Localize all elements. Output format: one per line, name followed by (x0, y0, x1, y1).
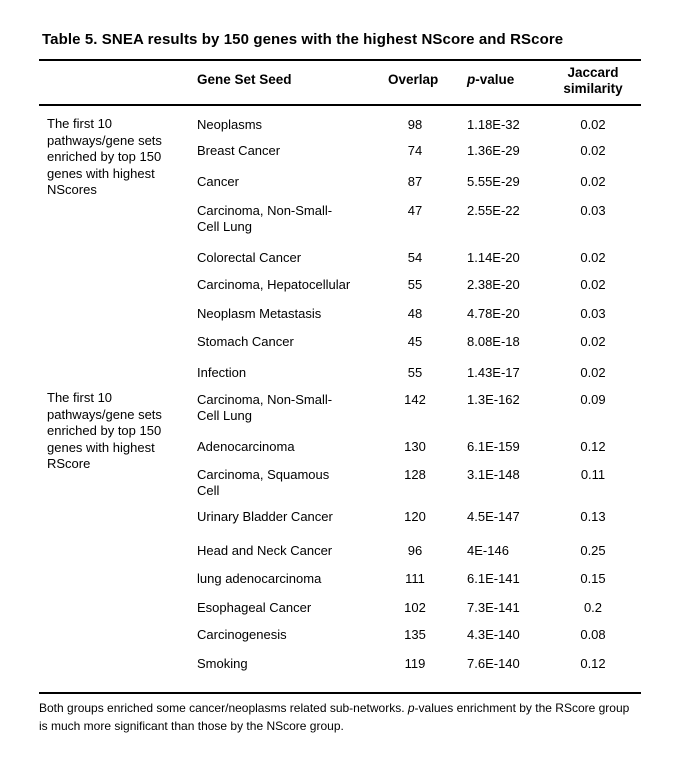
table-row-jaccard: 0.08 (580, 627, 606, 642)
table-row-overlap: 102 (404, 600, 426, 615)
table-row-jaccard: 0.2 (583, 600, 603, 615)
table-row-pvalue: 6.1E-159 (467, 439, 520, 454)
table-row-pvalue: 2.38E-20 (467, 277, 520, 292)
table-row-seed: Carcinoma, Squamous Cell (197, 467, 330, 498)
table-row-pvalue: 6.1E-141 (467, 571, 520, 586)
table-row-overlap: 119 (404, 656, 426, 671)
header-rule (39, 104, 641, 106)
header-p-value (467, 72, 514, 87)
table-footnote (39, 699, 639, 735)
table-row-overlap: 130 (404, 439, 426, 454)
table-row-pvalue: 1.14E-20 (467, 250, 520, 265)
table-row-seed: Neoplasm Metastasis (197, 306, 322, 321)
table-row-pvalue: 8.08E-18 (467, 334, 520, 349)
table-row-seed: Carcinoma, Non-Small-Cell Lung (197, 392, 333, 423)
table-row-pvalue: 1.3E-162 (467, 392, 520, 407)
table-row-jaccard: 0.03 (580, 203, 606, 218)
table-row-overlap: 87 (407, 174, 423, 189)
table-row-seed: Breast Cancer (197, 143, 281, 158)
table-row-overlap: 135 (404, 627, 426, 642)
table-row-jaccard: 0.03 (580, 306, 606, 321)
table-row-pvalue: 4.5E-147 (467, 509, 520, 524)
bottom-rule (39, 692, 641, 694)
table-row-pvalue: 3.1E-148 (467, 467, 520, 482)
table-row-seed: Adenocarcinoma (197, 439, 295, 454)
table-row-overlap: 54 (407, 250, 423, 265)
table-row-overlap: 120 (404, 509, 426, 524)
table-row-jaccard: 0.15 (580, 571, 606, 586)
table-row-pvalue: 4.78E-20 (467, 306, 520, 321)
table-row-seed: Neoplasms (197, 117, 263, 132)
table-row-seed: Carcinoma, Hepatocellular (197, 277, 351, 292)
table-row-overlap: 111 (405, 571, 425, 586)
table-row-seed: Infection (197, 365, 247, 380)
table-row-seed: Cancer (197, 174, 239, 189)
table-row-jaccard: 0.09 (580, 392, 606, 407)
table-row-seed: Carcinoma, Non-Small-Cell Lung (197, 203, 333, 234)
table-row-pvalue: 4E-146 (467, 543, 509, 558)
table-row-overlap: 74 (407, 143, 423, 158)
table-row-overlap: 55 (407, 277, 423, 292)
table-row-jaccard: 0.02 (580, 334, 606, 349)
table-row-jaccard: 0.02 (580, 250, 606, 265)
table-row-overlap: 128 (404, 467, 426, 482)
table-row-overlap: 142 (404, 392, 426, 407)
header-jaccard-line2: similarity (563, 81, 623, 96)
table-row-jaccard: 0.02 (580, 174, 606, 189)
table-row-pvalue: 7.3E-141 (467, 600, 520, 615)
table-row-pvalue: 1.43E-17 (467, 365, 520, 380)
table-row-jaccard: 0.02 (580, 143, 606, 158)
group-label-rscore: The first 10 pathways/gene sets enriched by top 150 genes with highest RScore (47, 390, 162, 471)
group-label-nscore: The first 10 pathways/gene sets enriched by top 150 genes with highest NScores (47, 116, 162, 197)
table-row-pvalue: 2.55E-22 (467, 203, 520, 218)
table-title: Table 5. SNEA results by 150 genes with the highest NScore and RScore (42, 31, 564, 48)
header-p-value-italic: p (467, 72, 476, 87)
table-row-seed: Carcinogenesis (197, 627, 287, 642)
table-row-seed: Colorectal Cancer (197, 250, 302, 265)
footnote-italic: p (407, 701, 415, 715)
table-row-jaccard: 0.25 (580, 543, 606, 558)
table-row-pvalue: 7.6E-140 (467, 656, 520, 671)
table-row-overlap: 47 (407, 203, 423, 218)
table-row-seed: Smoking (197, 656, 248, 671)
table-row-pvalue: 4.3E-140 (467, 627, 520, 642)
table-row-overlap: 98 (407, 117, 423, 132)
header-jaccard-similarity (555, 65, 631, 97)
table-row-seed: lung adenocarcinoma (197, 571, 322, 586)
header-p-value-rest: -value (475, 72, 515, 87)
table-row-seed: Stomach Cancer (197, 334, 294, 349)
table-row-jaccard: 0.13 (580, 509, 606, 524)
top-rule (39, 59, 641, 61)
table-row-pvalue: 1.18E-32 (467, 117, 520, 132)
table-row-overlap: 45 (407, 334, 423, 349)
header-gene-set-seed: Gene Set Seed (197, 72, 292, 87)
table-row-overlap: 55 (407, 365, 423, 380)
table-row-pvalue: 5.55E-29 (467, 174, 520, 189)
table-row-seed: Esophageal Cancer (197, 600, 312, 615)
table-row-jaccard: 0.12 (580, 656, 606, 671)
table-row-jaccard: 0.02 (580, 277, 606, 292)
footnote-part2: -values enrichment by the RScore group is much more significant than those by the NScore group. (39, 701, 630, 733)
footnote-part1: Both groups enriched some cancer/neoplasms related sub-networks. (39, 701, 408, 715)
table-row-jaccard: 0.02 (580, 117, 606, 132)
header-jaccard-line1: Jaccard (567, 65, 619, 80)
table-row-seed: Urinary Bladder Cancer (197, 509, 333, 524)
table-row-seed: Head and Neck Cancer (197, 543, 333, 558)
table-row-overlap: 96 (407, 543, 423, 558)
table-row-jaccard: 0.12 (580, 439, 606, 454)
table-row-pvalue: 1.36E-29 (467, 143, 520, 158)
header-overlap: Overlap (388, 72, 439, 87)
table-row-overlap: 48 (407, 306, 423, 321)
table-row-jaccard: 0.11 (580, 467, 606, 482)
table-row-jaccard: 0.02 (580, 365, 606, 380)
